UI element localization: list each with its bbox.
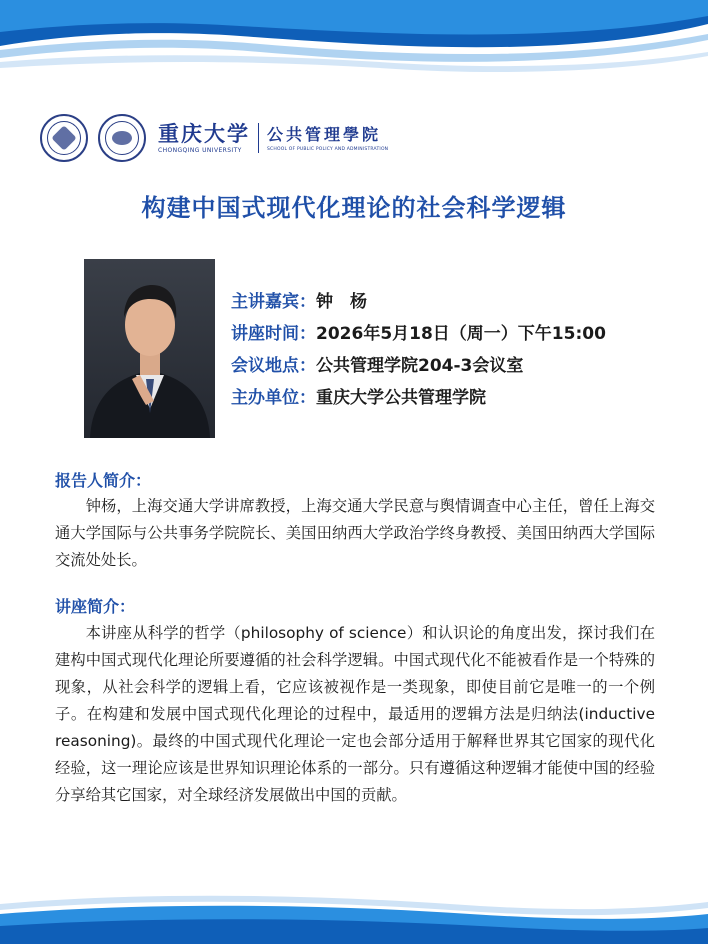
- logo-divider: [258, 123, 259, 153]
- school-name: 公共管理學院: [267, 124, 382, 144]
- school-name-en: SCHOOL OF PUBLIC POLICY AND ADMINISTRATION: [267, 146, 389, 152]
- info-time: 讲座时间：2026年5月18日（周一）下午15:00: [231, 324, 606, 344]
- university-seal-icon: [40, 114, 88, 162]
- info-host: 主办单位：重庆大学公共管理学院: [231, 388, 486, 408]
- top-wave-decoration: [0, 0, 708, 90]
- logo-bar: [40, 108, 388, 168]
- university-logotype: [158, 122, 250, 154]
- info-speaker: 主讲嘉宾：钟 杨: [231, 292, 367, 312]
- school-seal-icon: [98, 114, 146, 162]
- speaker-photo: [84, 259, 215, 438]
- lecture-intro-heading: 讲座简介：: [55, 597, 136, 616]
- speaker-bio-heading: 报告人简介：: [55, 471, 152, 490]
- lecture-title: 构建中国式现代化理论的社会科学逻辑: [141, 194, 567, 222]
- speaker-bio-text: 钟杨，上海交通大学讲席教授，上海交通大学民意与舆情调查中心主任，曾任上海交通大学国际与公共事务学院院长、美国田纳西大学政治学终身教授、美国田纳西大学国际交流处处长。: [55, 497, 655, 569]
- speaker-portrait-icon: [84, 259, 215, 438]
- lecture-info: [231, 286, 606, 414]
- university-name-en: CHONGQING UNIVERSITY: [158, 147, 242, 154]
- school-logotype: [267, 125, 388, 152]
- university-name: 重庆大学: [158, 121, 250, 146]
- lecture-intro-text: 本讲座从科学的哲学（philosophy of science）和认识论的角度出发，探讨我们在建构中国式现代化理论所要遵循的社会科学逻辑。中国式现代化不能被看作是一个特殊的现象，从社会科学的逻辑上看，它应该被视作是一类现象，即使目前它是唯一的一个例子。在构建和发展中国式现代化理论的过程中，最适用的逻辑方法是归纳法(inductive reasoning)。最终的中国式现代化理论一定也会部分适用于解释世界其它国家的现代化经验，这一理论应该是世界知识理论体系的一部分。只有遵循这种逻辑才能使中国的经验分享给其它国家，对全球经济发展做出中国的贡献。: [55, 624, 655, 804]
- bottom-wave-decoration: [0, 874, 708, 944]
- info-place: 会议地点：公共管理学院204-3会议室: [231, 356, 524, 376]
